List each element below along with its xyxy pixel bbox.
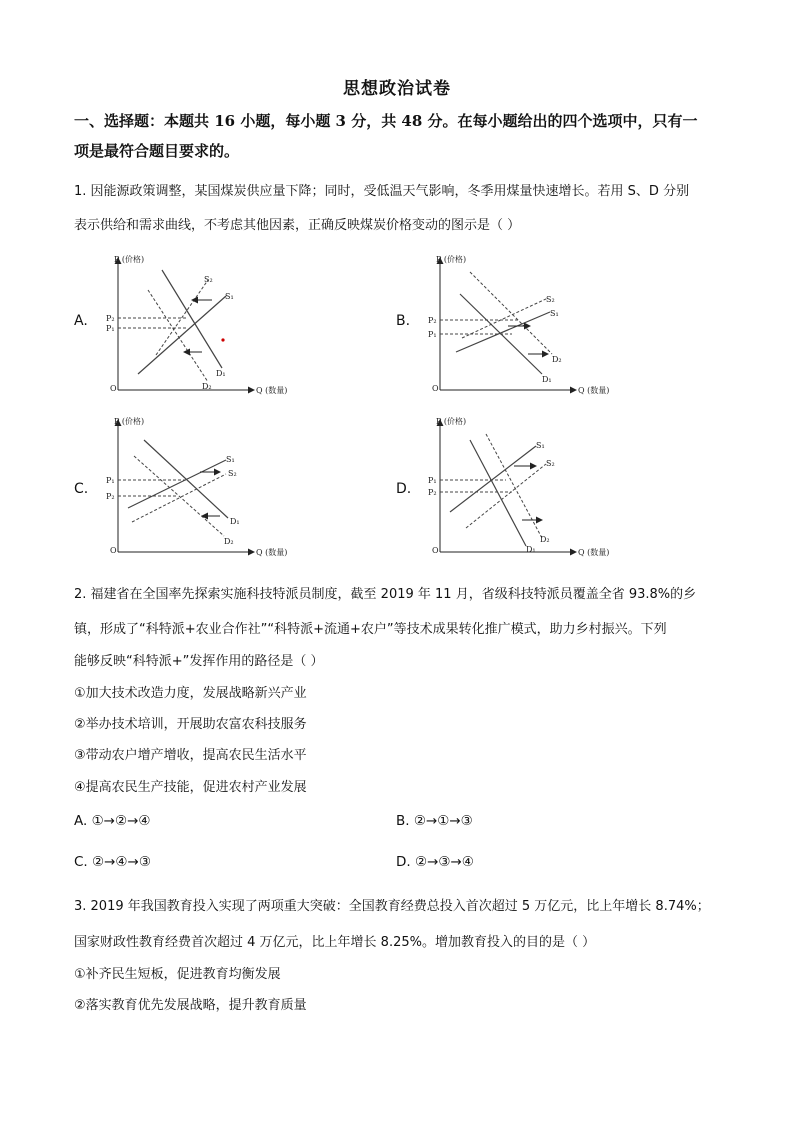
q1-option-a-label: A. bbox=[74, 313, 88, 329]
supply-curve-s2 bbox=[132, 474, 226, 522]
label-p2: P₂ bbox=[106, 314, 115, 323]
x-axis-label: Q (数量) bbox=[256, 548, 288, 557]
x-axis-label: Q (数量) bbox=[578, 386, 610, 395]
page-title: 思想政治试卷 bbox=[343, 79, 451, 99]
q1-stem-line-2: 表示供给和需求曲线，不考虑其他因素，正确反映煤炭价格变动的图示是（ ） bbox=[74, 218, 521, 233]
label-s2: S₂ bbox=[546, 295, 555, 304]
label-p1: P₁ bbox=[106, 476, 115, 485]
label-p2: P₂ bbox=[106, 492, 115, 501]
label-s1: S₁ bbox=[225, 292, 234, 301]
label-p1: P₁ bbox=[428, 330, 437, 339]
label-d1: D₁ bbox=[542, 375, 552, 384]
q3-item-2: ②落实教育优先发展战略，提升教育质量 bbox=[74, 998, 307, 1013]
q3-stem-line-1: 3. 2019 年我国教育投入实现了两项重大突破：全国教育经费总投入首次超过 5 万亿元，比上年增长 8.74%； bbox=[74, 899, 710, 914]
origin-label: O bbox=[110, 384, 117, 393]
q2-choice-a: A. ①→②→④ bbox=[74, 813, 151, 829]
label-d2: D₂ bbox=[202, 382, 212, 391]
y-axis-label: P (价格) bbox=[436, 417, 467, 426]
supply-curve-s1 bbox=[128, 460, 226, 508]
q1-diagram-c bbox=[104, 412, 294, 560]
q1-option-c-label: C. bbox=[74, 481, 89, 497]
label-s1: S₁ bbox=[536, 441, 545, 450]
q3-stem-line-2: 国家财政性教育经费首次超过 4 万亿元，比上年增长 8.25%。增加教育投入的目的是（ ） bbox=[74, 935, 596, 950]
x-axis-label: Q (数量) bbox=[256, 386, 288, 395]
q2-item-1: ①加大技术改造力度，发展战略新兴产业 bbox=[74, 686, 307, 701]
origin-label: O bbox=[110, 546, 117, 555]
q2-item-3: ③带动农户增产增收，提高农民生活水平 bbox=[74, 748, 307, 763]
y-axis-label: P (价格) bbox=[436, 255, 467, 264]
stray-dot bbox=[221, 338, 224, 341]
label-d2: D₂ bbox=[552, 355, 562, 364]
supply-curve-s2 bbox=[466, 464, 546, 528]
label-d2: D₂ bbox=[540, 535, 550, 544]
label-p1: P₁ bbox=[106, 324, 115, 333]
q1-diagram-d bbox=[426, 412, 616, 560]
label-s2: S₂ bbox=[204, 275, 213, 284]
label-s2: S₂ bbox=[228, 469, 237, 478]
y-axis-label: P (价格) bbox=[114, 255, 145, 264]
label-s1: S₁ bbox=[226, 455, 235, 464]
label-p2: P₂ bbox=[428, 316, 437, 325]
demand-curve-d2 bbox=[148, 290, 208, 382]
label-d2: D₂ bbox=[224, 537, 234, 546]
q2-stem-line-2: 镇，形成了“科特派+农业合作社”“科特派+流通+农户”等技术成果转化推广模式，助力乡村振兴。下列 bbox=[74, 622, 667, 637]
demand-curve-d1 bbox=[144, 440, 228, 518]
label-s2: S₂ bbox=[546, 459, 555, 468]
q2-item-4: ④提高农民生产技能，促进农村产业发展 bbox=[74, 780, 307, 795]
demand-curve-d1 bbox=[162, 270, 222, 368]
q1-stem-line-1: 1. 因能源政策调整，某国煤炭供应量下降；同时，受低温天气影响，冬季用煤量快速增长。若用 S、D 分别 bbox=[74, 184, 690, 199]
q2-stem-line-1: 2. 福建省在全国率先探索实施科技特派员制度，截至 2019 年 11 月，省级科技特派员覆盖全省 93.8%的乡 bbox=[74, 587, 697, 602]
supply-curve-s1 bbox=[456, 312, 550, 352]
q2-choice-c: C. ②→④→③ bbox=[74, 854, 151, 870]
x-axis-label: Q (数量) bbox=[578, 548, 610, 557]
section-heading-line-1: 一、选择题：本题共 16 小题，每小题 3 分，共 48 分。在每小题给出的四个选项中，只有一 bbox=[74, 112, 698, 130]
demand-curve-d2 bbox=[470, 272, 552, 354]
q1-option-b-label: B. bbox=[396, 313, 411, 329]
label-d1: D₁ bbox=[216, 369, 226, 378]
label-p1: P₁ bbox=[428, 476, 437, 485]
q3-item-1: ①补齐民生短板，促进教育均衡发展 bbox=[74, 967, 281, 982]
y-axis-label: P (价格) bbox=[114, 417, 145, 426]
supply-curve-s1 bbox=[138, 296, 226, 374]
q2-choice-b: B. ②→①→③ bbox=[396, 813, 473, 829]
q1-option-d-label: D. bbox=[396, 481, 412, 497]
section-heading-line-2: 项是最符合题目要求的。 bbox=[74, 142, 240, 160]
q2-choice-d: D. ②→③→④ bbox=[396, 854, 474, 870]
q1-diagram-a bbox=[104, 250, 294, 398]
label-d1: D₁ bbox=[230, 517, 240, 526]
q1-diagram-b bbox=[426, 250, 616, 398]
origin-label: O bbox=[432, 546, 439, 555]
q2-stem-line-3: 能够反映“科特派+”发挥作用的路径是（ ） bbox=[74, 654, 324, 669]
label-p2: P₂ bbox=[428, 488, 437, 497]
label-d1: D₁ bbox=[526, 545, 536, 554]
origin-label: O bbox=[432, 384, 439, 393]
q2-item-2: ②举办技术培训，开展助农富农科技服务 bbox=[74, 717, 307, 732]
label-s1: S₁ bbox=[550, 309, 559, 318]
